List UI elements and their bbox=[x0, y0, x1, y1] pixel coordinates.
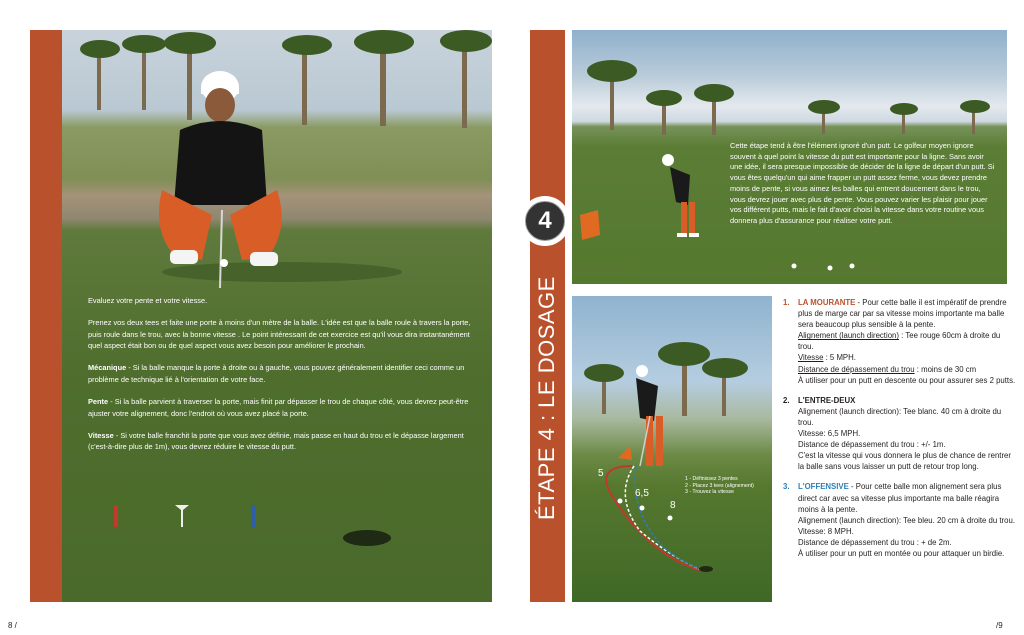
putting-diagram-photo bbox=[572, 296, 772, 602]
putt-type-offensive bbox=[783, 481, 1016, 559]
usage-text: À utiliser pour un putt en montée ou pour attaquer un birdie. bbox=[798, 548, 1005, 558]
photo-steps-caption bbox=[685, 476, 780, 496]
usage-text: À utiliser pour un putt en descente ou pour assurer ses 2 putts. bbox=[798, 375, 1016, 385]
putt-type-mourante bbox=[783, 297, 1016, 386]
item-title: L'OFFENSIVE bbox=[798, 482, 849, 492]
step-2: 2 - Placez 3 tees (alignement) bbox=[685, 482, 754, 489]
distance-label-8: 8 bbox=[670, 500, 676, 511]
step-3: 3 - Trouvez la vitesse bbox=[685, 489, 735, 496]
pente-text: - Si la balle parvient à traverser la porte, mais finit par dépasser le trou de chaque côté, vous devrez peut-être ajuster votre alignement, donc l'endroit où vous avez placé la porte. bbox=[88, 397, 469, 418]
exercise-paragraph: Prenez vos deux tees et faite une porte à moins d'un mètre de la balle. L'idée est que la balle roule à travers la porte, puis roule dans le trou, avec la bonne vitesse . Le point intéressant de cet exercice est qu'il vous dira instantanément quel aspect était bon ou de quel aspect vous avez besoin pour améliorer le prochain. bbox=[88, 318, 471, 351]
speed-value: : 5 MPH. bbox=[823, 353, 856, 363]
usage-text: C'est la vitesse qui vous donnera le plus de chance de rentrer la balle sans vous laisser un putt de retour trop long. bbox=[798, 451, 1011, 472]
item-title: L'ENTRE-DEUX bbox=[798, 395, 856, 405]
step-1: 1 - Définissez 3 pentes bbox=[685, 476, 738, 482]
alignment-value: : Tee rouge 60cm à droite du trou. bbox=[798, 331, 1001, 352]
distance-label: Distance de dépassement du trou bbox=[798, 364, 915, 374]
pente-paragraph bbox=[88, 396, 473, 419]
speed-text: Vitesse: 6,5 MPH. bbox=[798, 429, 861, 439]
vitesse-paragraph bbox=[88, 430, 473, 453]
distance-text: Distance de dépassement du trou : + de 2m. bbox=[798, 537, 952, 547]
item-title: LA MOURANTE bbox=[798, 298, 856, 307]
intro-paragraph: Evaluez votre pente et votre vitesse. bbox=[88, 296, 208, 305]
left-accent-strip bbox=[30, 30, 62, 602]
item-intro: - Pour cette balle mon alignement sera plus direct car avec sa vitesse plus importante ma balle réagira moins à la pente. bbox=[798, 482, 1002, 514]
item-intro: - Pour cette balle il est impératif de prendre plus de marge car par sa vitesse moins importante ma balle sera beaucoup plus sensible à la pente. bbox=[798, 298, 1007, 330]
putt-types-list bbox=[783, 297, 1016, 568]
distance-value: : moins de 30 cm bbox=[914, 364, 977, 374]
putt-type-entre-deux bbox=[783, 395, 1016, 473]
section-title-vertical: ÉTAPE 4 : LE DOSAGE bbox=[534, 276, 559, 520]
dosage-intro-text: Cette étape tend à être l'élément ignoré d'un putt. Le golfeur moyen ignore souvent à quel point la vitesse du putt est importante pour la ligne. Sans avoir une idée, il sera presque impossible de décider de la ligne de départ d'un putt. Si vous êtes quelqu'un qui aime frapper un putt assez ferme, vous devez prendre moins de pente, si vous aimez les balles qui entrent doucement dans le trou, vous devrez jouer avec plus de pente. Vous pouvez varier les plaisir pour jouer vos différent putts, mais le fait d'avoir choisi la vitesse dans votre routine vous donnera plus d'assurance pour réaliser votre putt. bbox=[730, 141, 995, 225]
pente-title: Pente bbox=[88, 397, 109, 407]
alignment-label: Alignement (launch direction) bbox=[798, 331, 899, 341]
item-number: 2. bbox=[783, 395, 790, 405]
speed-label: Vitesse bbox=[798, 353, 824, 363]
mecanique-title: Mécanique bbox=[88, 363, 127, 373]
distance-text: Distance de dépassement du trou : +/- 1m. bbox=[798, 440, 946, 450]
putt-trajectories bbox=[572, 296, 772, 602]
item-number: 3. bbox=[783, 482, 790, 492]
distance-label-6-5: 6,5 bbox=[635, 488, 649, 499]
speed-text: Vitesse: 8 MPH. bbox=[798, 526, 854, 536]
alignment-text: Alignement (launch direction): Tee blanc. 40 cm à droite du trou. bbox=[798, 406, 1002, 427]
left-page-number: 8 / bbox=[8, 621, 17, 630]
vitesse-title: Vitesse bbox=[88, 430, 114, 440]
left-body-text bbox=[88, 295, 473, 463]
distance-label-5: 5 bbox=[598, 468, 604, 479]
item-number: 1. bbox=[783, 298, 790, 307]
vitesse-text: - Si votre balle franchit la porte que vous avez définie, mais passe en haut du trou et le dépasse largement (c'est-à-dire plus de 1m), vous devrez réduire le vitesse du putt. bbox=[88, 430, 464, 452]
alignment-text: Alignement (launch direction): Tee bleu. 20 cm à droite du trou. bbox=[798, 515, 1015, 525]
mecanique-paragraph bbox=[88, 362, 473, 385]
right-page-number: /9 bbox=[996, 621, 1003, 630]
mecanique-text: - Si la balle manque la porte à droite ou à gauche, vous pouvez généralement identifier ceci comme un problème de technique lié à l'orientation de votre face. bbox=[88, 363, 465, 384]
step-number-badge: 4 bbox=[525, 201, 565, 241]
